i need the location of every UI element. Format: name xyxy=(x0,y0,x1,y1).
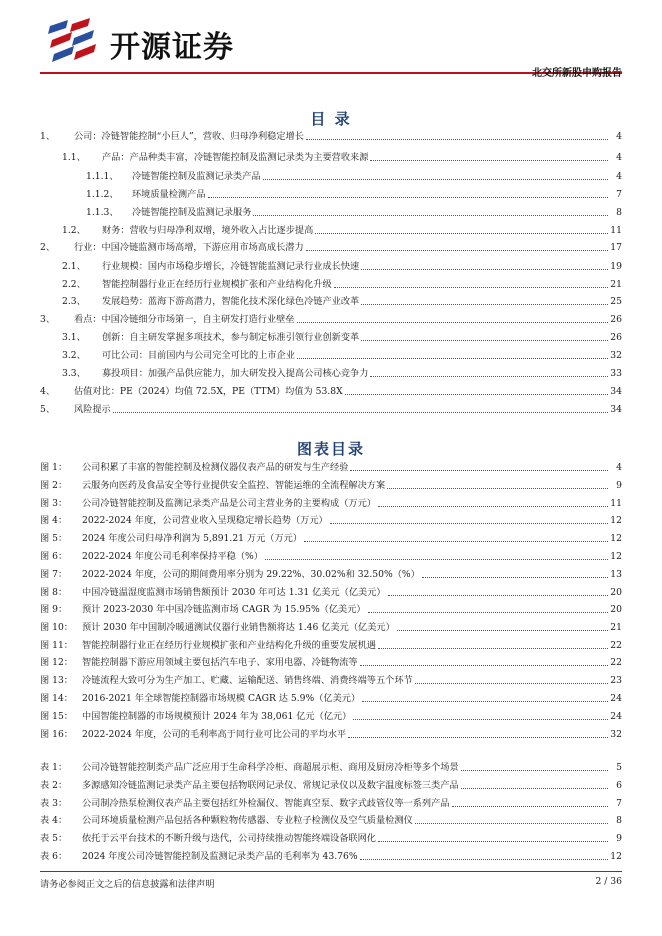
dot-leader xyxy=(348,737,608,738)
figure-entry-title: 智能控制器行业正在经历行业规模扩张和产业结构化升级的重要发展机遇 xyxy=(82,640,376,651)
table-entry-page: 8 xyxy=(616,815,622,826)
dot-leader xyxy=(461,770,608,771)
figure-entry-title: 智能控制器下游应用领域主要包括汽车电子、家用电器、冷链物流等 xyxy=(82,657,358,668)
toc-entry[interactable] xyxy=(40,402,622,417)
toc-entry[interactable] xyxy=(40,294,622,309)
dot-leader xyxy=(452,806,609,807)
figure-entry-page: 20 xyxy=(610,587,622,598)
figure-entry-title: 公司冷链智能控制及监测记录类产品是公司主营业务的主要构成（万元） xyxy=(82,498,376,509)
table-entry[interactable] xyxy=(40,796,622,811)
figure-entry-page: 12 xyxy=(610,515,622,526)
figure-entry-number: 图 13： xyxy=(40,675,73,686)
toc-entry-page: 4 xyxy=(616,171,622,182)
dot-leader xyxy=(378,506,608,507)
figure-entry[interactable] xyxy=(40,478,622,493)
figure-entry-number: 图 16： xyxy=(40,729,73,740)
figure-entry-title: 冷链流程大致可分为生产加工、贮藏、运输配送、销售终端、消费终端等五个环节 xyxy=(82,675,413,686)
kaiyuan-logo-mark-icon xyxy=(46,18,106,62)
toc-entry-number: 3.1、 xyxy=(62,332,86,343)
figure-entry-title: 2022-2024 年度，公司的毛利率高于同行业可比公司的平均水平 xyxy=(82,729,347,740)
dot-leader xyxy=(334,287,608,288)
dot-leader xyxy=(461,788,608,789)
toc-entry[interactable] xyxy=(40,150,622,165)
toc-entry[interactable] xyxy=(40,223,622,238)
toc-entry-page: 4 xyxy=(616,131,622,142)
figure-entry-page: 22 xyxy=(610,640,622,651)
toc-entry-number: 2.1、 xyxy=(62,261,86,272)
toc-entry[interactable] xyxy=(40,259,622,274)
table-entry-number: 表 5： xyxy=(40,833,68,844)
figure-entry-page: 20 xyxy=(610,604,622,615)
figure-entry-number: 图 3： xyxy=(40,498,68,509)
toc-entry-title: 发展趋势：蓝海下游高潜力，智能化技术深化绿色冷链产业改革 xyxy=(102,296,360,307)
dot-leader xyxy=(397,630,608,631)
toc-entry-title: 募投项目：加强产品供应能力，加大研发投入提高公司核心竞争力 xyxy=(102,368,369,379)
figure-entry-number: 图 2： xyxy=(40,480,68,491)
dot-leader xyxy=(360,859,608,860)
table-entry-page: 12 xyxy=(610,851,622,862)
toc-entry-number: 1、 xyxy=(40,131,56,142)
figure-entry-page: 22 xyxy=(610,657,622,668)
figure-entry-title: 云服务向医药及食品安全等行业提供安全监控、智能运维的全流程解决方案 xyxy=(82,480,386,491)
toc-entry-title: 行业：中国冷链监测市场高增，下游应用市场高成长潜力 xyxy=(74,242,304,253)
table-entry-number: 表 6： xyxy=(40,851,68,862)
dot-leader xyxy=(415,683,608,684)
figure-entry[interactable] xyxy=(40,549,622,564)
figure-list-title: 图表目录 xyxy=(296,440,365,458)
toc-entry-title: 看点：中国冷链细分市场第一，自主研发打造行业壁垒 xyxy=(74,314,295,325)
dot-leader xyxy=(361,269,608,270)
toc-entry-title: 智能控制器行业正在经历行业规模扩张和产业结构化升级 xyxy=(102,279,332,290)
figure-entry-page: 9 xyxy=(616,480,622,491)
table-entry-title: 多源感知冷链监测记录类产品主要包括物联网记录仪、常规记录仪以及数字温度标签三类产品 xyxy=(82,780,459,791)
dot-leader xyxy=(353,719,608,720)
dot-leader xyxy=(253,215,608,216)
toc-entry-number: 5、 xyxy=(40,404,56,415)
dot-leader xyxy=(297,322,609,323)
dot-leader xyxy=(208,197,609,198)
footer-disclaimer: 请务必参阅正文之后的信息披露和法律声明 xyxy=(40,879,215,890)
dot-leader xyxy=(422,577,608,578)
report-type-label: 北交所新股申购报告 xyxy=(532,68,622,79)
toc-entry-number: 1.1、 xyxy=(62,152,86,163)
figure-entry-page: 12 xyxy=(610,533,622,544)
toc-entry[interactable] xyxy=(40,384,622,399)
dot-leader xyxy=(368,612,608,613)
figure-entry-number: 图 4： xyxy=(40,515,68,526)
toc-entry-page: 7 xyxy=(616,189,622,200)
toc-entry-page: 26 xyxy=(610,314,622,325)
table-entry-title: 公司冷链智能控制类产品广泛应用于生命科学冷柜、商超展示柜、商用及厨房冷柜等多个场景 xyxy=(82,762,459,773)
table-entry-number: 表 4： xyxy=(40,815,68,826)
figure-entry-page: 32 xyxy=(610,729,622,740)
toc-entry-number: 1.1.1、 xyxy=(86,171,119,182)
toc-entry[interactable] xyxy=(40,330,622,345)
toc-entry-title: 行业规模：国内市场稳步增长，冷链智能监测记录行业成长快速 xyxy=(102,261,360,272)
toc-entry-title: 冷链智能控制及监测记录类产品 xyxy=(132,171,261,182)
toc-title: 目 录 xyxy=(310,110,352,128)
figure-entry-page: 12 xyxy=(610,551,622,562)
dot-leader xyxy=(113,412,608,413)
figure-entry[interactable] xyxy=(40,531,622,546)
figure-entry[interactable] xyxy=(40,673,622,688)
table-entry-page: 9 xyxy=(616,833,622,844)
figure-entry[interactable] xyxy=(40,585,622,600)
figure-entry-title: 2022-2024 年度公司毛利率保持平稳（%） xyxy=(82,551,263,562)
toc-entry-title: 冷链智能控制及监测记录服务 xyxy=(132,207,252,218)
toc-entry-page: 34 xyxy=(610,404,622,415)
toc-entry[interactable] xyxy=(40,187,622,202)
toc-entry-number: 2、 xyxy=(40,242,56,253)
table-entry-number: 表 3： xyxy=(40,798,68,809)
toc-entry-number: 2.2、 xyxy=(62,279,86,290)
toc-entry-page: 25 xyxy=(610,296,622,307)
toc-entry-number: 1.1.2、 xyxy=(86,189,119,200)
figure-entry[interactable] xyxy=(40,496,622,511)
toc-entry-title: 可比公司：目前国内与公司完全可比的上市企业 xyxy=(102,350,295,361)
figure-entry[interactable] xyxy=(40,655,622,670)
toc-entry-title: 财务：营收与归母净利双增，境外收入占比逐步提高 xyxy=(102,225,314,236)
dot-leader xyxy=(265,559,608,560)
dot-leader xyxy=(330,523,608,524)
dot-leader xyxy=(362,701,608,702)
figure-entry-title: 预计 2030 年中国制冷暖通测试仪器行业销售额将达 1.46 亿美元（亿美元） xyxy=(82,622,395,633)
toc-entry[interactable] xyxy=(40,366,622,381)
figure-entry-page: 4 xyxy=(616,462,622,473)
toc-entry-title: 环境质量检测产品 xyxy=(132,189,206,200)
dot-leader xyxy=(360,665,608,666)
figure-entry-title: 预计 2023-2030 年中国冷链监测市场 CAGR 为 15.95%（亿美元） xyxy=(82,604,366,615)
toc-entry-number: 1.2、 xyxy=(62,225,86,236)
table-entry-title: 公司制冷热泵检测仪表产品主要包括红外检漏仪、智能真空泵、数字式歧管仪等一系列产品 xyxy=(82,798,450,809)
figure-entry-title: 公司积累了丰富的智能控制及检测仪器仪表产品的研发与生产经验 xyxy=(82,462,349,473)
toc-entry[interactable] xyxy=(40,312,622,327)
toc-entry-title: 公司：冷链智能控制“小巨人”，营收、归母净利稳定增长 xyxy=(74,131,304,142)
toc-entry-title: 风险提示 xyxy=(74,404,111,415)
figure-entry-title: 中国冷链温湿度监测市场销售额预计 2030 年可达 1.31 亿美元（亿美元） xyxy=(82,587,386,598)
kaiyuan-logo xyxy=(46,18,266,65)
toc-entry-title: 创新：自主研发掌握多项技术，参与制定标准引领行业创新变革 xyxy=(102,332,360,343)
figure-entry[interactable] xyxy=(40,602,622,617)
table-entry[interactable] xyxy=(40,778,622,793)
toc-entry[interactable] xyxy=(40,348,622,363)
figure-entry-page: 24 xyxy=(610,693,622,704)
table-entry-title: 公司环境质量检测产品包括各种颗粒物传感器、专业粒子检测仪及空气质量检测仪 xyxy=(82,815,413,826)
toc-entry-page: 11 xyxy=(610,225,622,236)
toc-entry-number: 4、 xyxy=(40,386,56,397)
toc-entry-title: 产品：产品种类丰富，冷链智能控制及监测记录类为主要营收来源 xyxy=(102,152,369,163)
logo-text: 开源证券 xyxy=(110,30,234,65)
figure-entry-number: 图 11： xyxy=(40,640,73,651)
figure-entry-number: 图 6： xyxy=(40,551,68,562)
figure-entry-page: 21 xyxy=(610,622,622,633)
toc-entry-page: 17 xyxy=(610,242,622,253)
figure-entry-number: 图 8： xyxy=(40,587,68,598)
toc-entry-number: 3.2、 xyxy=(62,350,86,361)
dot-leader xyxy=(387,488,608,489)
figure-entry-number: 图 1： xyxy=(40,462,68,473)
figure-entry-title: 2016-2021 年全球智能控制器市场规模 CAGR 达 5.9%（亿美元） xyxy=(82,693,361,704)
figure-entry[interactable] xyxy=(40,691,622,706)
toc-entry-page: 19 xyxy=(610,261,622,272)
figure-entry-title: 中国智能控制器的市场规模预计 2024 年为 38,061 亿元（亿元） xyxy=(82,711,352,722)
figure-entry-page: 24 xyxy=(610,711,622,722)
dot-leader xyxy=(304,541,608,542)
figure-entry-number: 图 10： xyxy=(40,622,73,633)
figure-entry-title: 2022-2024 年度，公司的期间费用率分别为 29.22%、30.02%和 32.50%（%） xyxy=(82,569,420,580)
footer-divider xyxy=(40,871,622,872)
figure-entry-page: 23 xyxy=(610,675,622,686)
table-entry-page: 7 xyxy=(616,798,622,809)
table-entry-title: 2024 年度公司冷链智能控制及监测记录类产品的毛利率为 43.76% xyxy=(82,851,358,862)
dot-leader xyxy=(361,340,608,341)
figure-entry-number: 图 14： xyxy=(40,693,73,704)
dot-leader xyxy=(388,595,608,596)
toc-entry-number: 3.3、 xyxy=(62,368,86,379)
figure-entry-number: 图 15： xyxy=(40,711,73,722)
table-entry-title: 依托于云平台技术的不断升级与迭代，公司持续推动智能终端设备联网化 xyxy=(82,833,376,844)
table-entry[interactable] xyxy=(40,831,622,846)
figure-entry[interactable] xyxy=(40,638,622,653)
table-entry-number: 表 2： xyxy=(40,780,68,791)
toc-entry-page: 21 xyxy=(610,279,622,290)
toc-entry-page: 26 xyxy=(610,332,622,343)
dot-leader xyxy=(378,648,608,649)
figure-entry-title: 2022-2024 年度，公司营业收入呈现稳定增长趋势（万元） xyxy=(82,515,328,526)
table-entry[interactable] xyxy=(40,849,622,864)
dot-leader xyxy=(306,250,608,251)
table-entry-page: 6 xyxy=(616,780,622,791)
figure-entry[interactable] xyxy=(40,567,622,582)
table-entry[interactable] xyxy=(40,760,622,775)
toc-entry-page: 32 xyxy=(610,350,622,361)
toc-entry[interactable] xyxy=(40,129,622,144)
figure-entry[interactable] xyxy=(40,513,622,528)
dot-leader xyxy=(345,394,608,395)
dot-leader xyxy=(361,304,608,305)
figure-entry[interactable] xyxy=(40,460,622,475)
figure-entry[interactable] xyxy=(40,727,622,742)
figure-entry-page: 13 xyxy=(610,569,622,580)
dot-leader xyxy=(415,823,608,824)
dot-leader xyxy=(378,841,608,842)
figure-entry-number: 图 5： xyxy=(40,533,68,544)
figure-entry[interactable] xyxy=(40,620,622,635)
toc-entry-title: 估值对比：PE（2024）均值 72.5X，PE（TTM）均值为 53.8X xyxy=(74,386,343,397)
figure-entry-number: 图 12： xyxy=(40,657,73,668)
table-entry-number: 表 1： xyxy=(40,762,68,773)
dot-leader xyxy=(370,376,608,377)
figure-entry-title: 2024 年度公司归母净利润为 5,891.21 万元（万元） xyxy=(82,533,303,544)
toc-entry-page: 8 xyxy=(616,207,622,218)
toc-entry-page: 33 xyxy=(610,368,622,379)
dot-leader xyxy=(315,233,608,234)
dot-leader xyxy=(370,160,608,161)
figure-entry-number: 图 7： xyxy=(40,569,68,580)
table-entry-page: 5 xyxy=(616,762,622,773)
dot-leader xyxy=(297,358,608,359)
page-indicator: 2 / 36 xyxy=(595,876,622,887)
table-entry[interactable] xyxy=(40,813,622,828)
toc-entry[interactable] xyxy=(40,169,622,184)
toc-entry-number: 1.1.3、 xyxy=(86,207,119,218)
figure-entry[interactable] xyxy=(40,709,622,724)
dot-leader xyxy=(263,179,608,180)
dot-leader xyxy=(306,139,608,140)
figure-entry-number: 图 9： xyxy=(40,604,68,615)
toc-entry[interactable] xyxy=(40,240,622,255)
toc-entry-page: 4 xyxy=(616,152,622,163)
toc-entry-number: 2.3、 xyxy=(62,296,86,307)
figure-entry-page: 11 xyxy=(610,498,622,509)
toc-entry[interactable] xyxy=(40,205,622,220)
toc-entry-number: 3、 xyxy=(40,314,56,325)
toc-entry[interactable] xyxy=(40,277,622,292)
dot-leader xyxy=(350,470,608,471)
toc-entry-page: 34 xyxy=(610,386,622,397)
